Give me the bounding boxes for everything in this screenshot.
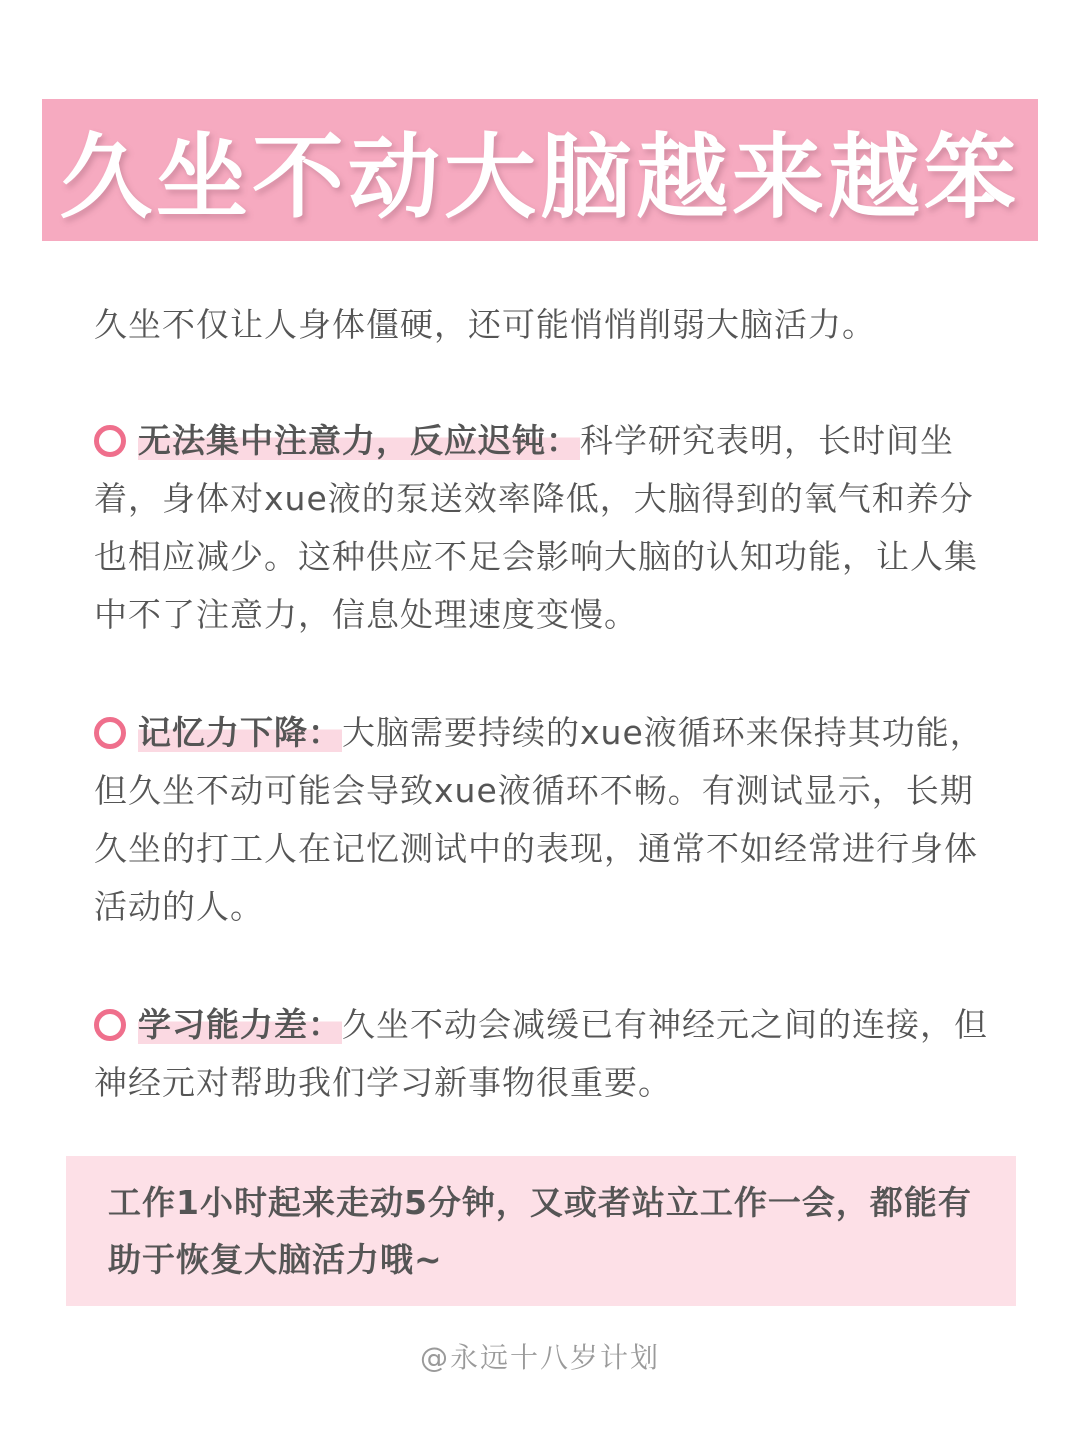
section-memory [94, 704, 989, 936]
intro-paragraph: 久坐不仅让人身体僵硬，还可能悄悄削弱大脑活力。 [94, 305, 876, 344]
section-body: 科学研究表明，长时间坐着，身体对xue液的泵送效率降低，大脑得到的氧气和养分也相应减少。这种供应不足会影响大脑的认知功能，让人集中不了注意力，信息处理速度变慢。 [94, 421, 978, 634]
tip-box [66, 1156, 1016, 1306]
circle-ring-icon [94, 717, 126, 749]
section-attention [94, 412, 989, 644]
circle-ring-icon [94, 1009, 126, 1041]
tip-text: 工作1小时起来走动5分钟，又或者站立工作一会，都能有助于恢复大脑活力哦~ [108, 1183, 972, 1279]
section-body: 大脑需要持续的xue液循环来保持其功能，但久坐不动可能会导致xue液循环不畅。有测试显示，长期久坐的打工人在记忆测试中的表现，通常不如经常进行身体活动的人。 [94, 713, 984, 926]
section-heading: 记忆力下降： [138, 713, 342, 752]
title-banner [42, 99, 1038, 241]
section-heading: 学习能力差： [138, 1005, 342, 1044]
section-body: 久坐不动会减缓已有神经元之间的连接，但神经元对帮助我们学习新事物很重要。 [94, 1005, 988, 1102]
section-learning [94, 996, 989, 1112]
section-heading: 无法集中注意力，反应迟钝： [138, 421, 580, 460]
page-title: 久坐不动大脑越来越笨 [59, 124, 1020, 231]
author-signature: @永远十八岁计划 [419, 1341, 660, 1374]
circle-ring-icon [94, 425, 126, 457]
